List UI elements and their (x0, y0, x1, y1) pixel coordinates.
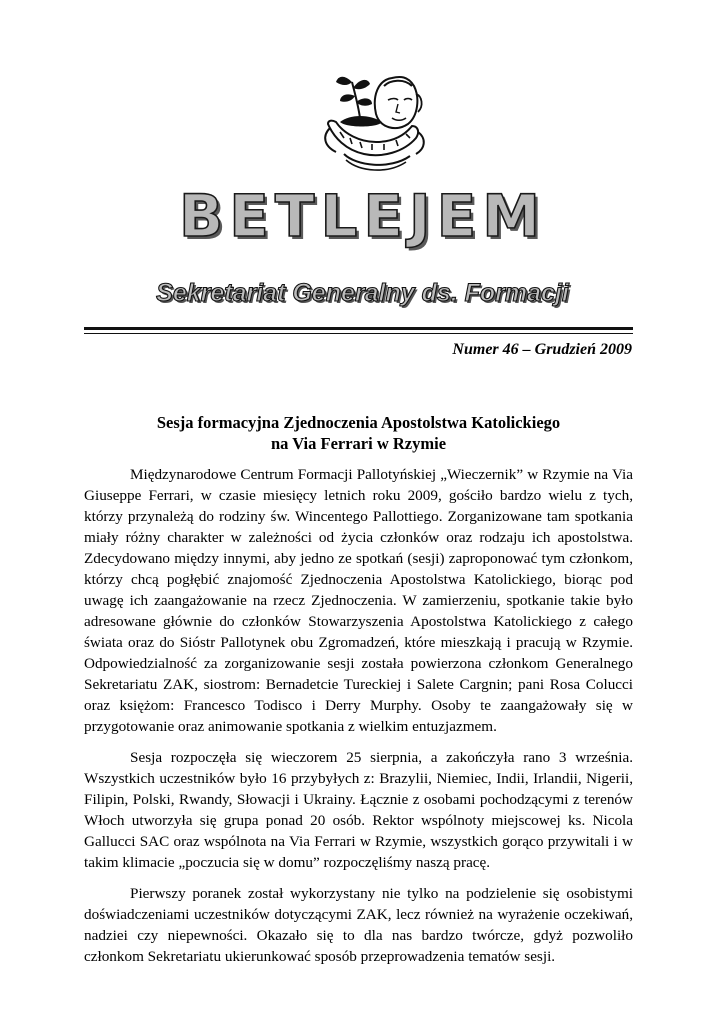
hands-seedling-illustration (300, 66, 450, 178)
article-heading-line-1: Sesja formacyjna Zjednoczenia Apostolstwa Katolickiego (156, 413, 561, 432)
body-paragraph-2: Sesja rozpoczęła się wieczorem 25 sierpnia, a zakończyła rano 3 września. Wszystkich uczestników było 16 przybyłych z: Brazylii, Niemiec, Indii, Irlandii, Nigerii, Filipin, Polski, Rwandy, Słowacji i Ukrainy. Łącznie z osobami pochodzącymi z terenów Włoch utworzyła się grupa ponad 20 osób. Rektor wspólnoty miejscowej ks. Nicola Gallucci SAC oraz wspólnota na Via Ferrari w Rzymie, wszystkich gorąco przywitali i w takim klimacie „poczucia się w domu” rozpoczęliśmy naszą pracę. (84, 749, 633, 871)
article-heading-line-2: na Via Ferrari w Rzymie (270, 434, 447, 453)
masthead-title: BETLEJEM (179, 182, 546, 250)
issue-number-date: Numer 46 – Grudzień 2009 (452, 341, 632, 358)
masthead-divider-thin (84, 333, 633, 334)
body-paragraph-3: Pierwszy poranek został wykorzystany nie tylko na podzielenie się osobistymi doświadczeniami uczestników dotyczącymi ZAK, lecz również na wyrażenie oczekiwań, nadziei czy niepewności. Okazało się to dla nas bardzo twórcze, gdyż pozwoliło członkom Sekretariatu ukierunkować sposób przeprowadzenia tematów sesji. (84, 885, 633, 965)
article-body (84, 464, 633, 977)
body-paragraph-1: Międzynarodowe Centrum Formacji Pallotyńskiej „Wieczernik” w Rzymie na Via Giuseppe Ferrari, w czasie miesięcy letnich roku 2009, gościło bardzo wielu z tych, którzy przynależą do rodziny św. Wincentego Pallottiego. Zorganizowane tam spotkania miały różny charakter w zależności od życia członków oraz rodzaju ich apostolstwa. Zdecydowano między innymi, aby jedno ze spotkań (sesji) zaproponować tym członkom, którzy chcą pogłębić znajomość Zjednoczenia Apostolstwa Katolickiego, biorąc pod uwagę ich zaangażowanie na rzecz Zjednoczenia. W zamierzeniu, spotkanie takie było adresowane głównie do członków Stowarzyszenia Apostolstwa Katolickiego z całego świata oraz do Sióstr Pallotynek obu Zgromadzeń, które mieszkają i pracują w Rzymie. Odpowiedzialność za zorganizowanie sesji została powierzona członkom Generalnego Sekretariatu ZAK, siostrom: Bernadetcie Tureckiej i Salete Cargnin; pani Rosa Colucci oraz księżom: Francesco Todisco i Derry Murphy. Osoby te zaangażowały się w przygotowanie oraz animowanie spotkania z wielkim entuzjazmem. (84, 466, 633, 735)
masthead-subtitle: Sekretariat Generalny ds. Formacji (156, 279, 569, 307)
article-heading (84, 412, 633, 454)
masthead-divider-thick (84, 327, 633, 330)
